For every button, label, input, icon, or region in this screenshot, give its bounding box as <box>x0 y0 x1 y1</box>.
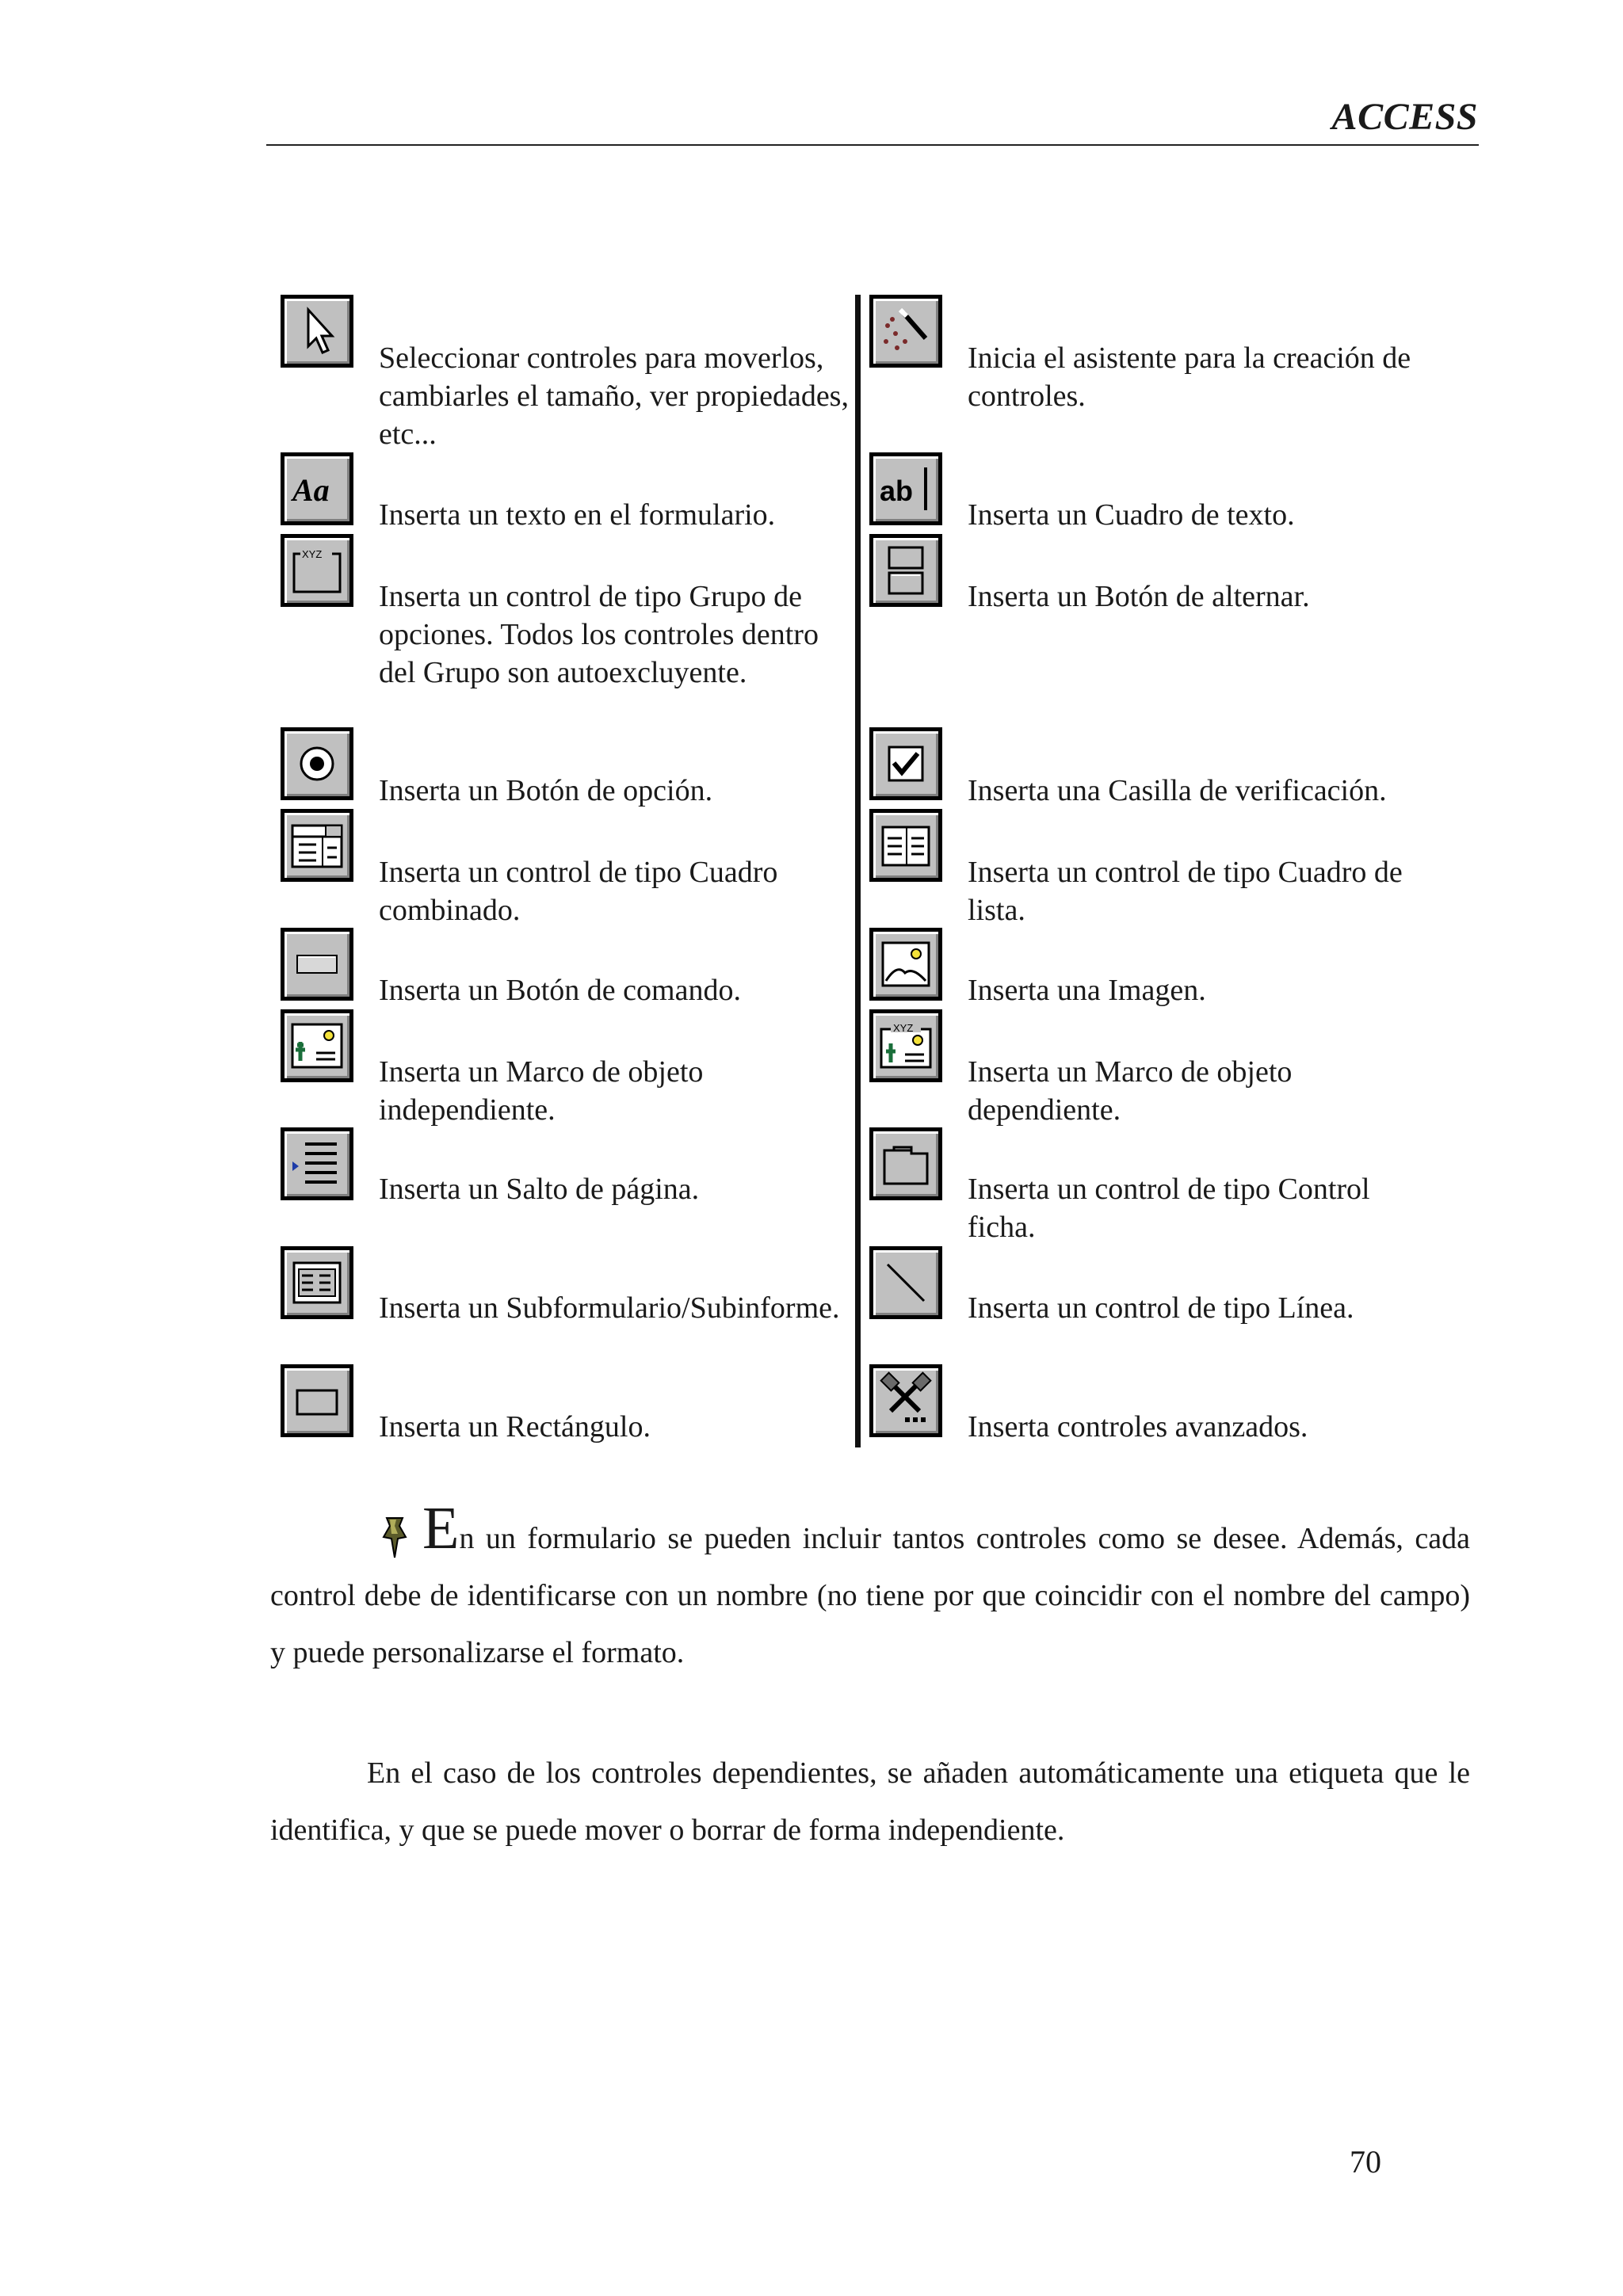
check-box-icon <box>869 727 942 800</box>
label-aa-icon <box>281 452 353 525</box>
desc-label: Inserta un texto en el formulario. <box>379 498 776 532</box>
desc-line: Inserta un control de tipo Línea. <box>968 1291 1354 1325</box>
image-icon <box>869 928 942 1001</box>
desc-check-box: Inserta una Casilla de verificación. <box>968 774 1387 807</box>
desc-image: Inserta una Imagen. <box>968 974 1206 1007</box>
desc-select-controls: Seleccionar controles para moverlos, cambiarles el tamaño, ver propiedades, etc... <box>379 341 849 451</box>
desc-command-button: Inserta un Botón de comando. <box>379 974 741 1007</box>
desc-rectangle: Inserta un Rectángulo. <box>379 1410 651 1444</box>
svg-text:XYZ: XYZ <box>893 1022 914 1034</box>
column-divider <box>855 295 861 1447</box>
unbound-object-frame-icon <box>281 1009 353 1082</box>
desc-list-box: Inserta un control de tipo Cuadro de lista. <box>968 856 1403 927</box>
desc-option-button: Inserta un Botón de opción. <box>379 774 713 807</box>
desc-text-box: Inserta un Cuadro de texto. <box>968 498 1295 532</box>
list-box-icon <box>869 809 942 882</box>
dropcap: E <box>422 1495 460 1562</box>
svg-text:Aa: Aa <box>292 472 330 508</box>
text-box-ab-icon <box>869 452 942 525</box>
bound-object-frame-icon <box>869 1009 942 1082</box>
option-button-icon <box>281 727 353 800</box>
toggle-button-icon <box>869 534 942 607</box>
desc-more-controls: Inserta controles avanzados. <box>968 1410 1308 1444</box>
tab-control-icon <box>869 1127 942 1200</box>
desc-bound-object-frame: Inserta un Marco de objeto dependiente. <box>968 1055 1293 1127</box>
combo-box-icon <box>281 809 353 882</box>
svg-text:ab: ab <box>880 475 914 507</box>
paragraph-dependent-controls-text: En el caso de los controles dependientes, se añaden automáticamente una etiqueta que le identifica, y que se puede mover o borrar de forma independiente. <box>270 1756 1470 1847</box>
option-group-icon <box>281 534 353 607</box>
command-button-icon <box>281 928 353 1001</box>
desc-option-group: Inserta un control de tipo Grupo de opciones. Todos los controles dentro del Grupo son autoexcluyente. <box>379 580 819 689</box>
subform-icon <box>281 1246 353 1319</box>
desc-unbound-object-frame: Inserta un Marco de objeto independiente. <box>379 1055 704 1127</box>
desc-tab-control: Inserta un control de tipo Control ficha. <box>968 1173 1370 1244</box>
more-controls-icon <box>869 1364 942 1437</box>
desc-control-wizard: Inicia el asistente para la creación de controles. <box>968 341 1411 413</box>
desc-page-break: Inserta un Salto de página. <box>379 1173 700 1206</box>
desc-subform: Inserta un Subformulario/Subinforme. <box>379 1291 840 1325</box>
line-icon <box>869 1246 942 1319</box>
header-rule <box>266 144 1479 146</box>
paragraph-dependent-controls <box>270 1745 1470 1859</box>
paragraph-controls <box>270 1495 1470 1681</box>
paragraph-controls-text: n un formulario se pueden incluir tantos controles como se desee. Además, cada control debe de identificarse con un nombre (no tiene por que coincidir con el nombre del campo) y puede personalizarse el formato. <box>270 1522 1470 1669</box>
svg-text:XYZ: XYZ <box>302 548 323 560</box>
control-wizard-icon <box>869 295 942 368</box>
page-number: 70 <box>1350 2144 1381 2180</box>
header-title: ACCESS <box>1331 96 1478 138</box>
desc-combo-box: Inserta un control de tipo Cuadro combinado. <box>379 856 778 927</box>
rectangle-icon <box>281 1364 353 1437</box>
pointer-arrow-icon <box>281 295 353 368</box>
desc-toggle-button: Inserta un Botón de alternar. <box>968 580 1310 613</box>
page-break-icon <box>281 1127 353 1200</box>
